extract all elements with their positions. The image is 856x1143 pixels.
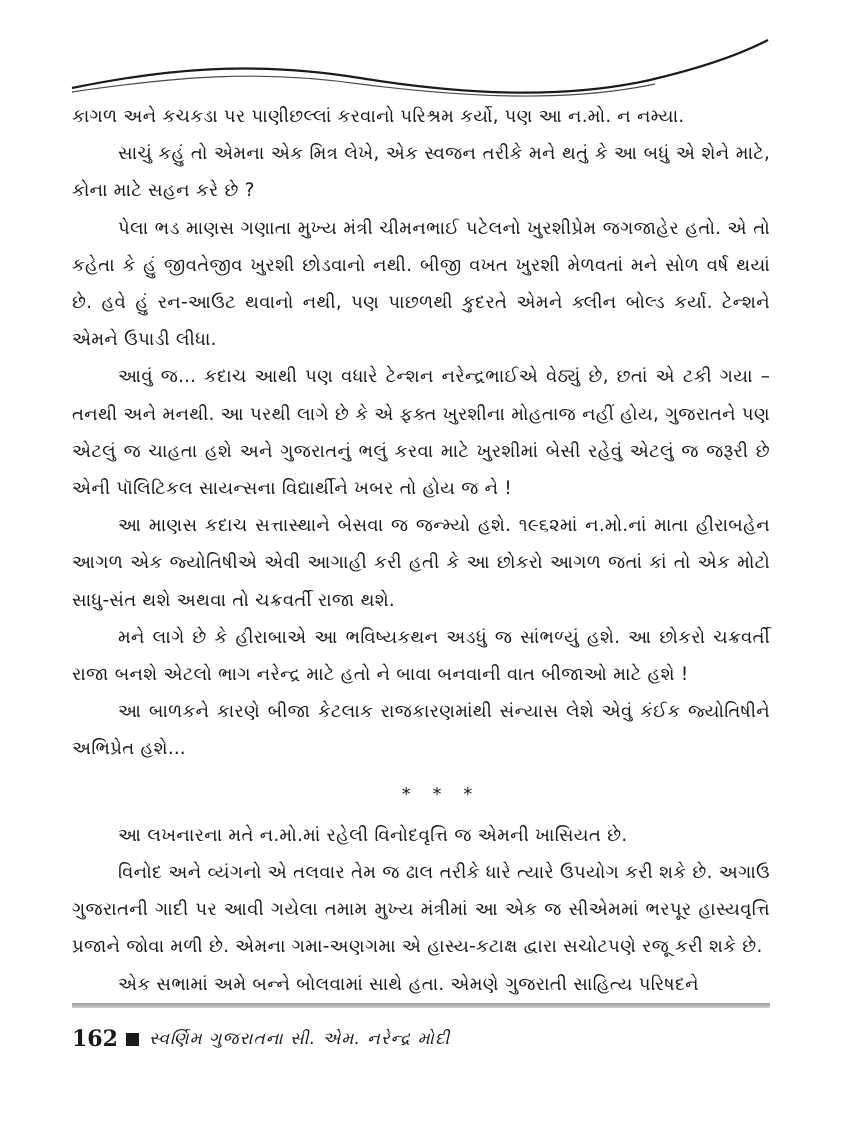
- body-text: [72, 98, 770, 1003]
- paragraph: કાગળ અને કચકડા પર પાણીછલ્લાં કરવાનો પરિશ્રમ કર્યો, પણ આ ન.મો. ન નમ્યા.: [72, 106, 685, 127]
- paragraph: પેલા ભડ માણસ ગણાતા મુખ્ય મંત્રી ચીમનભાઈ પટેલનો ખુરશીપ્રેમ જગજાહેર હતો. એ તો કહેતા કે હું જીવતેજીવ ખુરશી છોડવાનો નથી. બીજી વખત ખુરશી મેળવતાં મને સોળ વર્ષ થયાં છે. હવે હું રન-આઉટ થવાનો નથી, પણ પાછળથી કુદરતે એમને ક્લીન બોલ્ડ કર્યા. ટેન્શને એમને ઉપાડી લીધા.: [72, 217, 770, 351]
- paragraph: આ લખનારના મતે ન.મો.માં રહેલી વિનોદવૃત્તિ જ એમની ખાસિયત છે.: [118, 824, 628, 846]
- paragraph: આ બાળકને કારણે બીજા કેટલાક રાજકારણમાંથી સંન્યાસ લેશે એવું કંઈક જ્યોતિષીને અભિપ્રેત હશે...: [72, 701, 770, 760]
- book-title: સ્વર્ણિમ ગુજરાતના સી. એમ. નરેન્દ્ર મોદી: [148, 1029, 451, 1049]
- section-separator: * * *: [401, 783, 481, 805]
- footer-rule: [72, 1003, 770, 1008]
- page-footer: [72, 1026, 450, 1052]
- decorative-wave-header: [0, 0, 856, 110]
- paragraph: સાચું કહું તો એમના એક મિત્ર લેખે, એક સ્વજન તરીકે મને થતું કે આ બધું એ શેને માટે, કોના માટે સહન કરે છે ?: [72, 143, 770, 202]
- square-bullet-icon: [126, 1033, 139, 1046]
- paragraph: આ માણસ કદાચ સત્તાસ્થાને બેસવા જ જન્મ્યો હશે. ૧૯૬૨માં ન.મો.નાં માતા હીરાબહેન આગળ એક જ્યોતિષીએ એવી આગાહી કરી હતી કે આ છોકરો આગળ જતાં કાં તો એક મોટો સાધુ-સંત થશે અથવા તો ચક્રવર્તી રાજા થશે.: [72, 515, 770, 611]
- page-number: 162: [72, 1026, 118, 1052]
- paragraph: મને લાગે છે કે હીરાબાએ આ ભવિષ્યકથન અડધું જ સાંભળ્યું હશે. આ છોકરો ચક્રવર્તી રાજા બનશે એટલો ભાગ નરેન્દ્ર માટે હતો ને બાવા બનવાની વાત બીજાઓ માટે હશે !: [72, 626, 770, 686]
- paragraph: એક સભામાં અમે બન્ને બોલવામાં સાથે હતા. એમણે ગુજરાતી સાહિત્ય પરિષદને: [118, 973, 699, 995]
- paragraph: વિનોદ અને વ્યંગનો એ તલવાર તેમ જ ઢાલ તરીકે ધારે ત્યારે ઉપયોગ કરી શકે છે. અગાઉ ગુજરાતની ગાદી પર આવી ગયેલા તમામ મુખ્ય મંત્રીમાં આ એક જ સીએમમાં ભરપૂર હાસ્યવૃત્તિ પ્રજાને જોવા મળી છે. એમના ગમા-અણગમા એ હાસ્ય-કટાક્ષ દ્વારા સચોટપણે રજૂ કરી શકે છે.: [72, 862, 770, 958]
- paragraph: આવું જ... કદાચ આથી પણ વધારે ટેન્શન નરેન્દ્રભાઈએ વેઠ્યું છે, છતાં એ ટકી ગયા – તનથી અને મનથી. આ પરથી લાગે છે કે એ ફક્ત ખુરશીના મોહતાજ નહીં હોય, ગુજરાતને પણ એટલું જ ચાહતા હશે અને ગુજરાતનું ભલું કરવા માટે ખુરશીમાં બેસી રહેવું એટલું જ જરૂરી છે એની પૉલિટિકલ સાયન્સના વિદ્યાર્થીને ખબર તો હોય જ ને !: [72, 366, 770, 500]
